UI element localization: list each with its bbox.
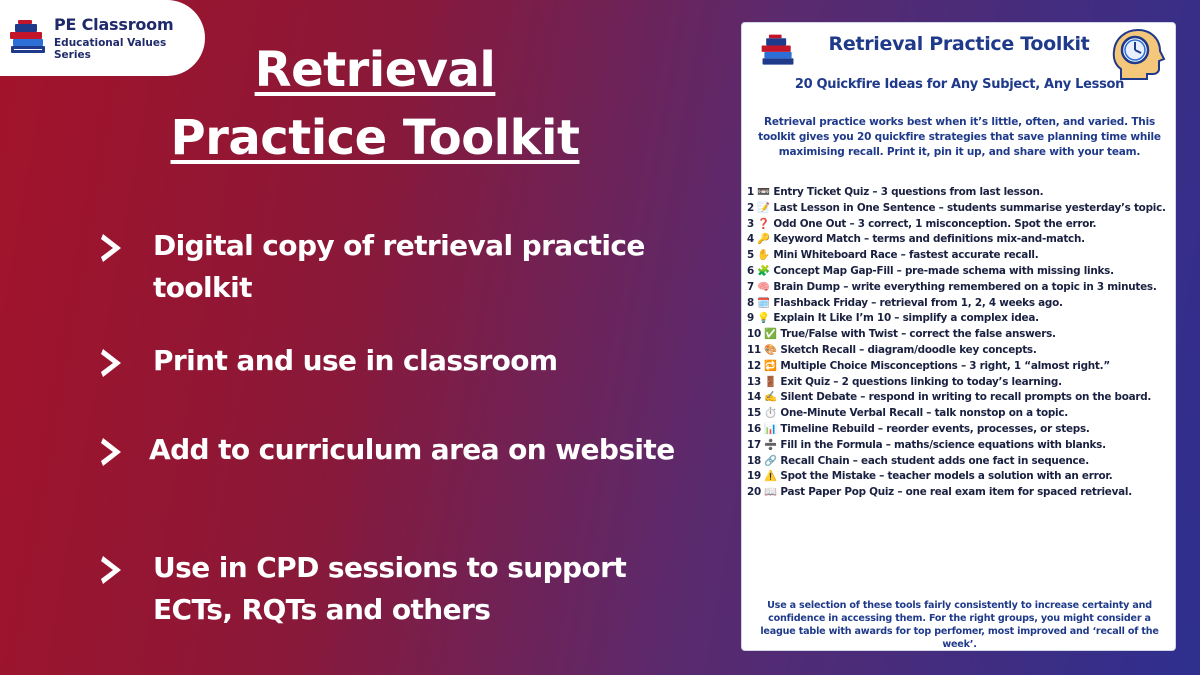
chevron-right-icon (95, 553, 129, 587)
head-clock-icon (1109, 25, 1167, 83)
feature-item (95, 547, 695, 631)
list-item: 14 ✍️ Silent Debate – respond in writing to recall prompts on the board. (747, 391, 1152, 404)
list-item: 11 🎨 Sketch Recall – diagram/doodle key concepts. (747, 343, 1037, 356)
books-logo-icon (6, 16, 50, 60)
feature-item (95, 429, 675, 471)
list-item: 6 🧩 Concept Map Gap-Fill – pre-made schema with missing links. (747, 264, 1114, 277)
list-item: 8 🗓️ Flashback Friday – retrieval from 1, 2, 4 weeks ago. (747, 296, 1063, 309)
feature-item-label: Add to curriculum area on website (149, 433, 675, 466)
list-item: 9 💡 Explain It Like I’m 10 – simplify a complex idea. (747, 312, 1039, 325)
toolkit-document-preview (741, 22, 1176, 651)
feature-item-label: Digital copy of retrieval practice toolkit (153, 229, 645, 304)
books-logo-icon (758, 31, 798, 71)
brand-name: PE Classroom (54, 15, 174, 34)
list-item: 10 ✅ True/False with Twist – correct the false answers. (747, 328, 1056, 341)
feature-item-label: Use in CPD sessions to support ECTs, RQTs and others (153, 551, 627, 626)
document-intro: Retrieval practice works best when it’s little, often, and varied. This toolkit gives you 20 quickfire strategies that save planning time while maximising recall. Print it, pin it up, and share with your team. (758, 116, 1161, 158)
feature-item-label: Print and use in classroom (153, 344, 558, 377)
page-title: Retrieval Practice Toolkit (170, 42, 580, 166)
list-item: 1 📼 Entry Ticket Quiz – 3 questions from last lesson. (747, 186, 1044, 198)
brand-tagline: Educational Values Series (54, 37, 167, 61)
feature-item (95, 340, 558, 382)
list-item: 3 ❓ Odd One Out – 3 correct, 1 misconception. Spot the error. (747, 217, 1097, 230)
list-item: 13 🚪 Exit Quiz – 2 questions linking to today’s learning. (747, 375, 1062, 388)
list-item: 19 ⚠️ Spot the Mistake – teacher models a solution with an error. (747, 470, 1113, 483)
document-outro: Use a selection of these tools fairly consistently to increase certainty and confidence in accessing them. For the right groups, you might consider a league table with awards for top perfomer, most improved and ‘recall of the week’. (760, 600, 1159, 650)
strategy-list (747, 185, 1172, 501)
list-item: 16 📊 Timeline Rebuild – reorder events, processes, or steps. (747, 422, 1090, 435)
list-item: 4 🔑 Keyword Match – terms and definitions mix-and-match. (747, 233, 1085, 246)
list-item: 7 🧠 Brain Dump – write everything remembered on a topic in 3 minutes. (747, 280, 1157, 293)
document-subtitle: 20 Quickfire Ideas for Any Subject, Any Lesson (794, 77, 1125, 92)
list-item: 20 📖 Past Paper Pop Quiz – one real exam item for spaced retrieval. (747, 486, 1132, 499)
list-item: 12 🔁 Multiple Choice Misconceptions – 3 right, 1 “almost right.” (747, 359, 1110, 372)
chevron-right-icon (95, 435, 129, 469)
chevron-right-icon (95, 346, 129, 380)
list-item: 18 🔗 Recall Chain – each student adds one fact in sequence. (747, 454, 1089, 467)
list-item: 17 ➗ Fill in the Formula – maths/science equations with blanks. (747, 438, 1106, 451)
chevron-right-icon (95, 231, 129, 265)
document-title: Retrieval Practice Toolkit (828, 33, 1090, 55)
feature-item (95, 225, 695, 309)
list-item: 2 📝 Last Lesson in One Sentence – students summarise yesterday’s topic. (747, 201, 1166, 214)
list-item: 15 ⏱️ One-Minute Verbal Recall – talk nonstop on a topic. (747, 407, 1068, 420)
list-item: 5 ✋ Mini Whiteboard Race – fastest accurate recall. (747, 249, 1039, 262)
